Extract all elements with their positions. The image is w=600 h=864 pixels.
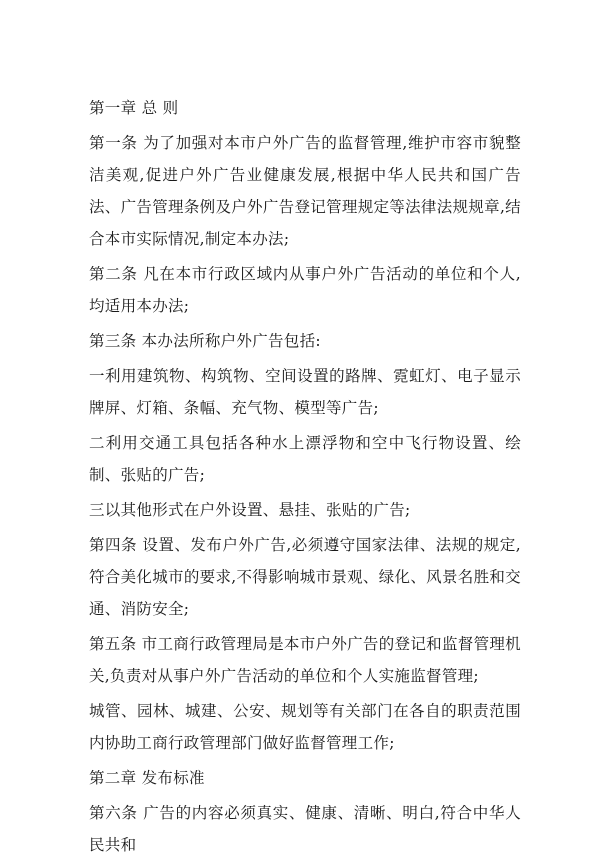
document-body: [89, 92, 521, 864]
article-paragraph: 第二条 凡在本市行政区域内从事户外广告活动的单位和个人,均适用本办法;: [89, 265, 521, 315]
list-item: 二利用交通工具包括各种水上漂浮物和空中飞行物设置、绘制、张贴的广告;: [89, 434, 521, 484]
article-paragraph: 第四条 设置、发布户外广告,必须遵守国家法律、法规的规定,符合美化城市的要求,不得影响城市景观、绿化、风景名胜和交通、消防安全;: [89, 536, 521, 618]
chapter-heading: 第一章 总 则: [89, 99, 179, 117]
article-paragraph: 第三条 本办法所称户外广告包括:: [89, 332, 321, 350]
list-item: 一利用建筑物、构筑物、空间设置的路牌、霓虹灯、电子显示牌屏、灯箱、条幅、充气物、模型等广告;: [89, 367, 521, 417]
chapter-heading: 第二章 发布标准: [89, 769, 205, 787]
article-paragraph: 第一条 为了加强对本市户外广告的监督管理,维护市容市貌整洁美观,促进户外广告业健康发展,根据中华人民共和国广告法、广告管理条例及户外广告登记管理规定等法律法规规章,结合本市实际情况,制定本办法;: [89, 134, 521, 248]
article-paragraph: 城管、园林、城建、公安、规划等有关部门在各自的职责范围内协助工商行政管理部门做好监督管理工作;: [89, 702, 521, 752]
list-item: 三以其他形式在户外设置、悬挂、张贴的广告;: [89, 501, 411, 519]
article-paragraph: 第六条 广告的内容必须真实、健康、清晰、明白,符合中华人民共和: [89, 804, 521, 854]
article-paragraph: 第五条 市工商行政管理局是本市户外广告的登记和监督管理机关,负责对从事户外广告活动的单位和个人实施监督管理;: [89, 635, 521, 685]
